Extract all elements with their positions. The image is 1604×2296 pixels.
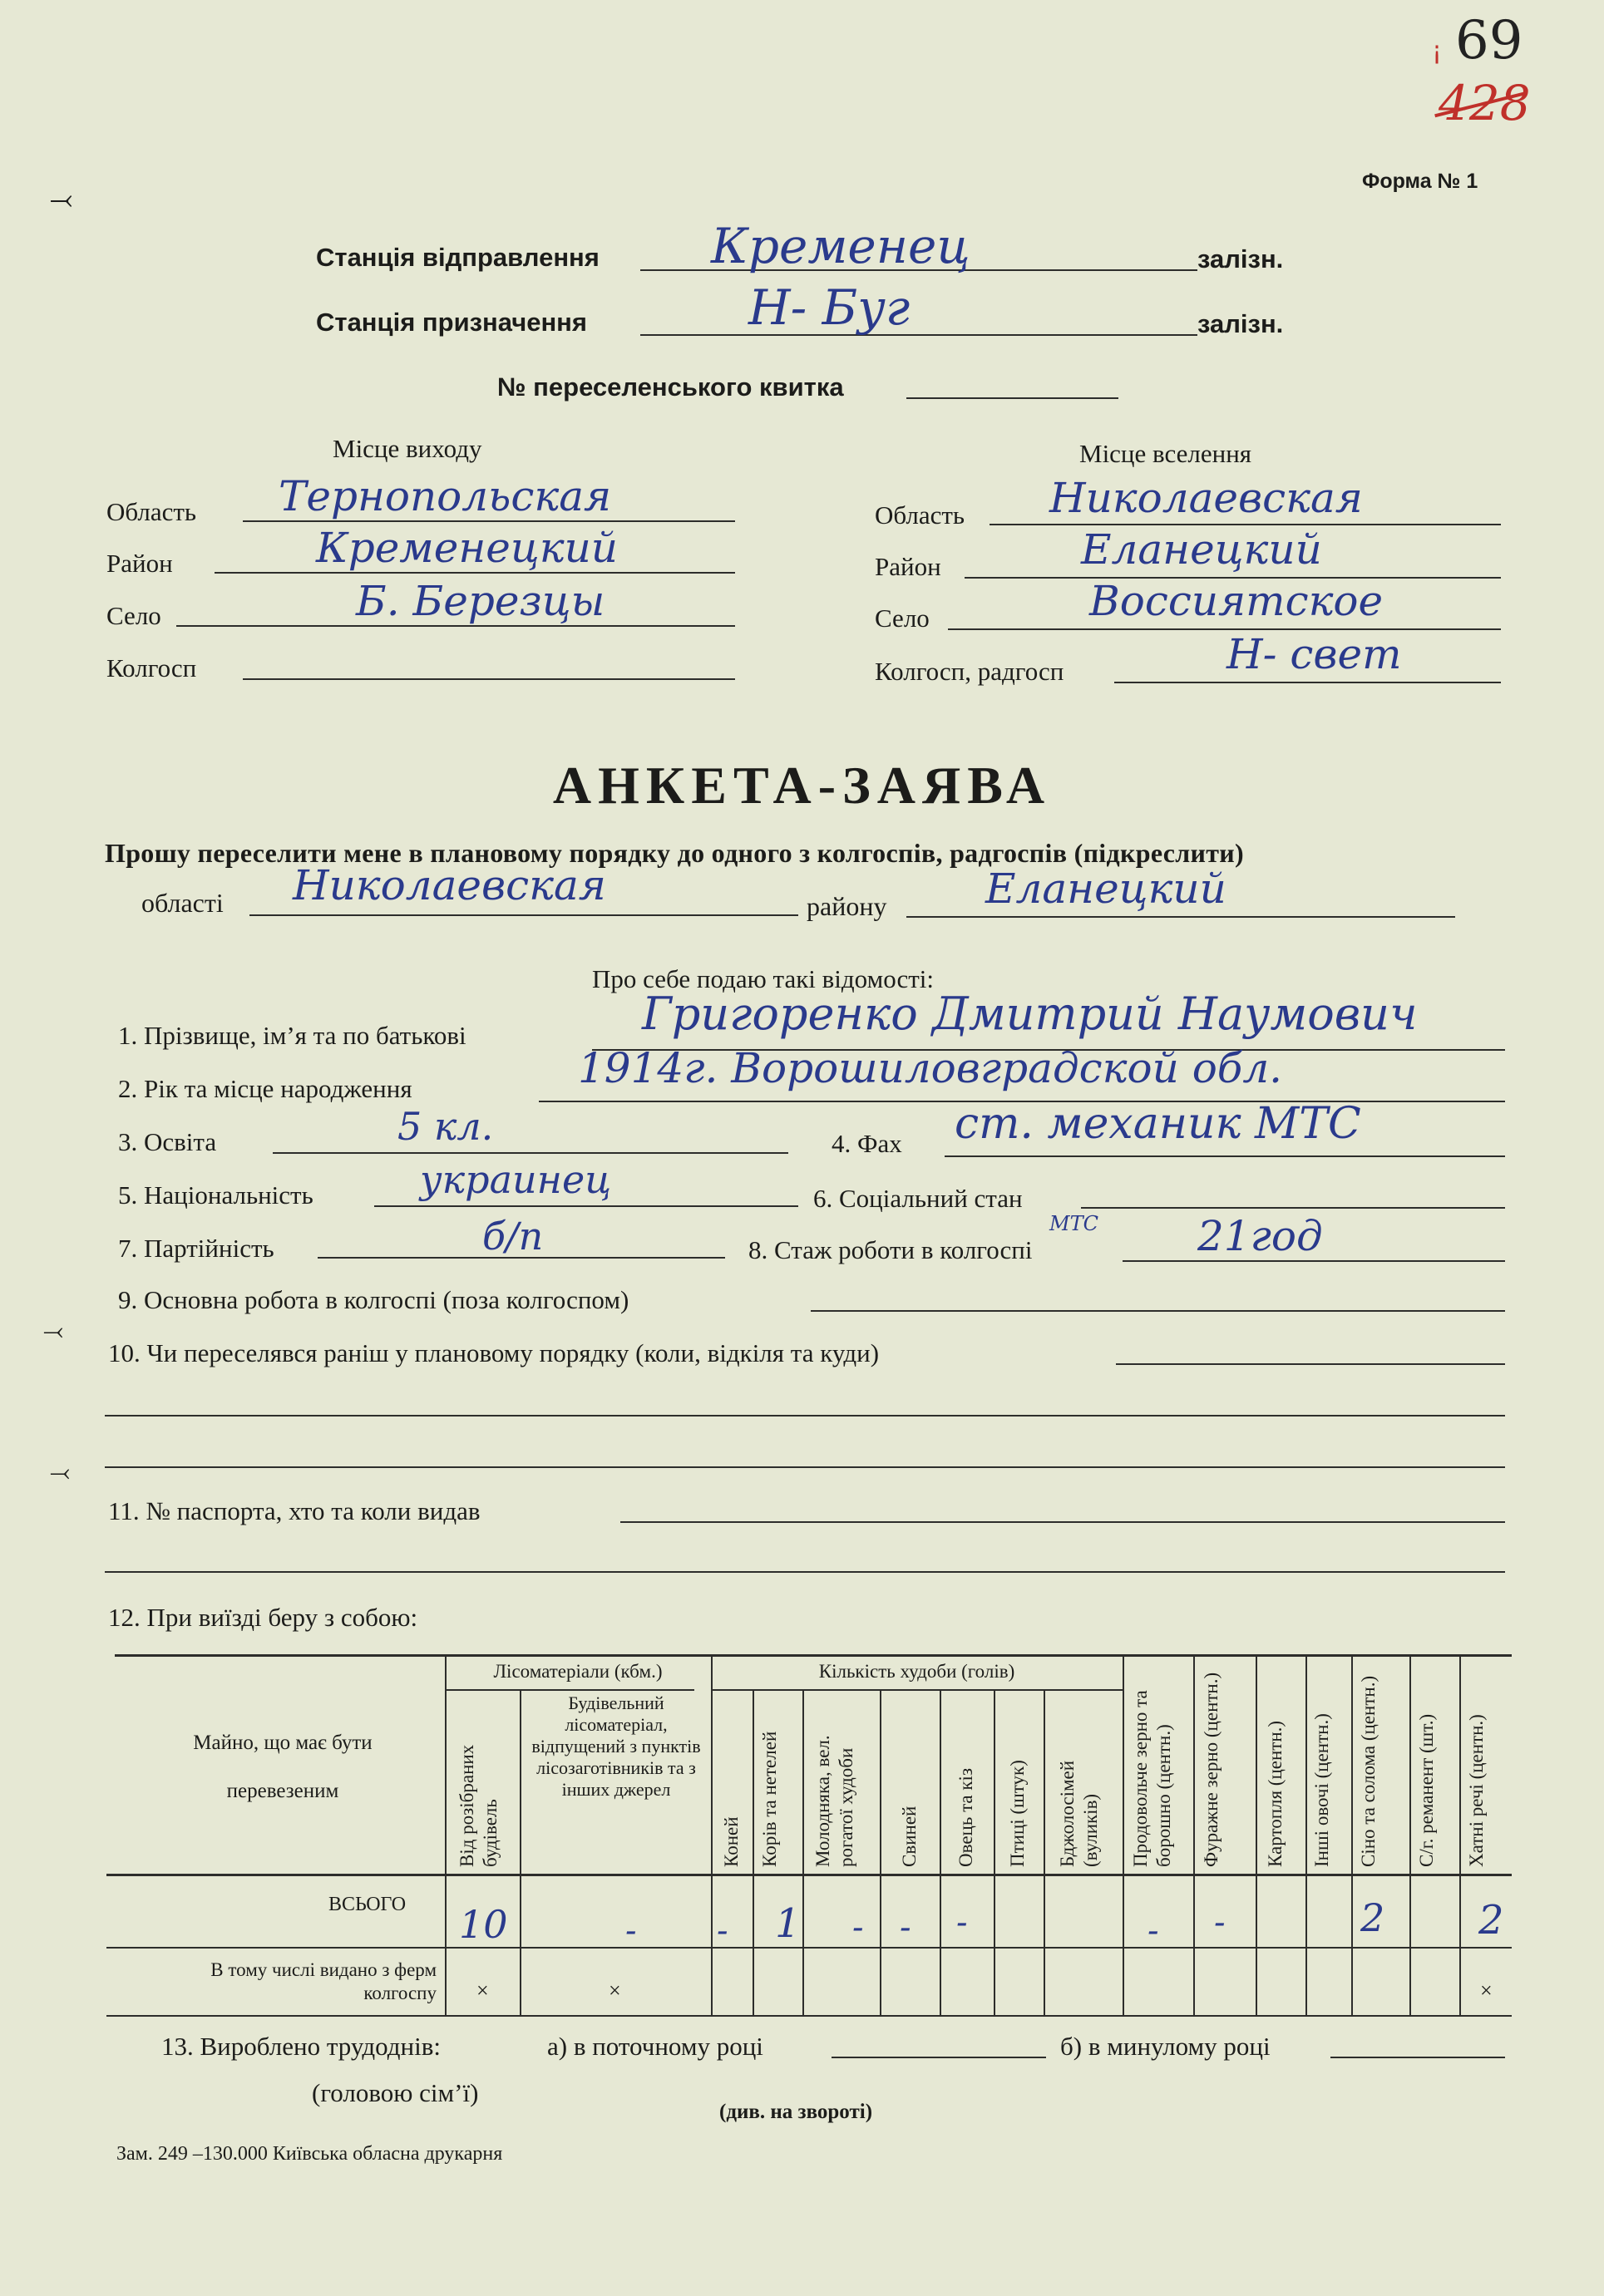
livestock-group-header: Кількість худоби (голів) xyxy=(818,1661,1015,1682)
punch-mark: ⤙ xyxy=(43,1318,63,1345)
col-potato-header: Картопля (центн.) xyxy=(1265,1720,1286,1867)
request-oblast-line xyxy=(249,914,798,916)
table-col-rule xyxy=(1044,1691,1045,2015)
col-hay-header: Сіно та солома (центн.) xyxy=(1358,1675,1379,1867)
field-1-value: Григоренко Дмитрий Наумович xyxy=(642,988,1418,1040)
request-raion-line xyxy=(906,916,1455,918)
dest-kolhosp-line xyxy=(1114,682,1501,683)
field-11-label: 11. № паспорта, хто та коли видав xyxy=(108,1496,481,1525)
origin-raion-value: Кременецкий xyxy=(316,524,619,572)
row-total-label: ВСЬОГО xyxy=(328,1894,407,1915)
table-col-rule xyxy=(520,1691,521,2015)
origin-oblast-value: Тернопольская xyxy=(279,472,612,520)
field-2-label: 2. Рік та місце народження xyxy=(118,1074,412,1103)
farm-cross: × xyxy=(1480,1978,1493,2003)
field-3-label: 3. Освіта xyxy=(118,1127,217,1156)
col-sheep-header: Овець та кіз xyxy=(955,1767,976,1867)
col-young-header: Молодняка, вел. рогатої худоби xyxy=(812,1735,856,1867)
field-9-line xyxy=(811,1310,1505,1312)
workdays-current-label: а) в поточному році xyxy=(547,2032,763,2061)
dest-raion-value: Еланецкий xyxy=(1081,525,1322,574)
archive-mark-i: ¡ xyxy=(1432,37,1443,66)
total-dismantled: 10 xyxy=(459,1902,508,1947)
table-col-rule xyxy=(1193,1654,1195,2015)
field-10-line xyxy=(1116,1363,1505,1365)
departure-station-label: Станція відправлення xyxy=(316,243,600,272)
ticket-line xyxy=(906,397,1118,399)
dest-kolhosp-label: Колгосп, радгосп xyxy=(875,657,1064,686)
total-horses: - xyxy=(717,1912,728,1950)
table-col-rule xyxy=(1459,1654,1461,2015)
origin-heading: Місце виходу xyxy=(333,434,482,463)
table-col-rule xyxy=(880,1691,881,2015)
col-pigs-header: Свиней xyxy=(899,1806,920,1867)
about-heading: Про себе подаю такі відомості: xyxy=(592,964,935,993)
col-building-header: Будівельний лісоматеріал, відпущений з пунктів лісозаготівників та з інших джерел xyxy=(531,1692,701,1800)
total-grain-food: - xyxy=(1147,1912,1159,1950)
total-cows: 1 xyxy=(775,1900,801,1947)
request-oblast-label: області xyxy=(141,888,224,918)
dest-raion-label: Район xyxy=(875,552,941,581)
request-oblast-value: Николаевская xyxy=(293,861,606,909)
col-horses-header: Коней xyxy=(721,1816,742,1867)
col-veg-header: Інші овочі (центн.) xyxy=(1311,1713,1332,1867)
col-grain-food-header: Продовольче зерно та борошно (центн.) xyxy=(1130,1690,1174,1867)
col-grain-feed-header: Фуражне зерно (центн.) xyxy=(1201,1672,1222,1867)
table-col-rule xyxy=(1409,1654,1411,2015)
workdays-previous-line xyxy=(1330,2057,1505,2058)
table-row-rule xyxy=(106,1947,1512,1949)
origin-raion-label: Район xyxy=(106,549,173,578)
table-col-rule xyxy=(711,1654,713,2015)
departure-railway-label: залізн. xyxy=(1197,244,1284,273)
field-8-value: 21год xyxy=(1197,1212,1323,1260)
farm-cross: × xyxy=(609,1978,621,2003)
table-col-rule xyxy=(1123,1654,1124,2015)
dest-selo-label: Село xyxy=(875,604,930,633)
table-bottom-rule xyxy=(106,2015,1512,2017)
total-sheep: - xyxy=(956,1904,968,1942)
form-number: Форма № 1 xyxy=(1362,170,1478,193)
table-col-rule xyxy=(994,1691,995,2015)
origin-oblast-line xyxy=(243,520,735,522)
table-col-rule xyxy=(802,1691,804,2015)
field-5-line xyxy=(374,1205,798,1207)
request-raion-value: Еланецкий xyxy=(985,865,1226,913)
workdays-current-line xyxy=(832,2057,1046,2058)
punch-mark: ⤙ xyxy=(50,1459,70,1486)
field-8-label: 8. Стаж роботи в колгоспі xyxy=(748,1235,1033,1264)
destination-station-label: Станція призначення xyxy=(316,308,587,337)
timber-group-rule xyxy=(445,1689,694,1691)
punch-mark: ⤙ xyxy=(50,185,73,215)
archive-old-number: 428 xyxy=(1439,75,1531,131)
dest-oblast-label: Область xyxy=(875,500,965,530)
ticket-label: № переселенського квитка xyxy=(497,372,844,402)
field-6-line xyxy=(1081,1207,1505,1209)
col-property-header: Майно, що має бути перевезеним xyxy=(193,1732,373,1802)
request-line: Прошу переселити мене в плановому порядку до одного з колгоспів, радгоспів (підкреслити) xyxy=(105,838,1244,868)
departure-station-value: Кременец xyxy=(711,218,970,274)
table-col-rule xyxy=(1351,1654,1353,2015)
col-cows-header: Корів та нетелей xyxy=(759,1731,780,1867)
destination-line xyxy=(640,334,1197,336)
destination-station-value: Н- Буг xyxy=(748,279,911,336)
table-col-rule xyxy=(1256,1654,1257,2015)
origin-raion-line xyxy=(215,572,735,574)
field-9-label: 9. Основна робота в колгоспі (поза колгоспом) xyxy=(118,1285,629,1314)
farm-cross: × xyxy=(476,1978,489,2003)
table-col-rule xyxy=(445,1654,447,2015)
origin-kolhosp-label: Колгосп xyxy=(106,653,197,682)
col-bees-header: Бджолосімей (вуликів) xyxy=(1057,1760,1101,1867)
field-10-line-3 xyxy=(105,1466,1505,1468)
total-household: 2 xyxy=(1478,1897,1504,1944)
workdays-label: 13. Вироблено трудоднів: xyxy=(161,2032,442,2061)
field-4-label: 4. Фах xyxy=(832,1129,902,1158)
field-10-label: 10. Чи переселявся раніш у плановому порядку (коли, відкіля та куди) xyxy=(108,1338,880,1367)
col-household-header: Хатні речі (центн.) xyxy=(1466,1714,1487,1867)
field-7-value: б/п xyxy=(482,1214,544,1259)
field-12-label: 12. При виїзді беру з собою: xyxy=(108,1603,418,1632)
total-grain-feed: - xyxy=(1214,1904,1226,1942)
field-8-line xyxy=(1123,1260,1505,1262)
livestock-group-rule xyxy=(711,1689,1123,1691)
col-tools-header: С/г. реманент (шт.) xyxy=(1416,1713,1437,1867)
workdays-previous-label: б) в минулому році xyxy=(1060,2032,1271,2061)
destination-heading: Місце вселення xyxy=(1079,439,1252,468)
destination-railway-label: залізн. xyxy=(1197,309,1284,338)
table-col-rule xyxy=(940,1691,941,2015)
table-header-rule xyxy=(106,1874,1512,1876)
dest-selo-line xyxy=(948,628,1501,630)
see-back-note: (див. на звороті) xyxy=(719,2101,873,2123)
total-pigs: - xyxy=(900,1909,911,1947)
field-10-line-2 xyxy=(105,1415,1505,1417)
col-birds-header: Птиці (штук) xyxy=(1007,1760,1028,1867)
field-1-label: 1. Прізвище, ім’я та по батькові xyxy=(118,1021,466,1050)
total-hay: 2 xyxy=(1360,1895,1385,1940)
field-5-label: 5. Національність xyxy=(118,1180,313,1210)
field-4-value: ст. механик МТС xyxy=(955,1099,1361,1149)
origin-selo-line xyxy=(176,625,735,627)
origin-oblast-label: Область xyxy=(106,497,197,526)
archive-page-number: 69 xyxy=(1455,10,1523,71)
field-3-value: 5 кл. xyxy=(397,1104,494,1149)
dest-selo-value: Воссиятское xyxy=(1089,577,1384,625)
origin-selo-value: Б. Березцы xyxy=(356,577,605,625)
timber-group-header: Лісоматеріали (кбм.) xyxy=(493,1661,663,1682)
field-2-value: 1914г. Ворошиловградской обл. xyxy=(578,1044,1283,1092)
field-3-line xyxy=(273,1152,788,1154)
field-4-line xyxy=(945,1155,1505,1157)
table-top-rule xyxy=(115,1654,1512,1657)
table-col-rule xyxy=(1305,1654,1307,2015)
field-8-note: МТС xyxy=(1049,1212,1098,1235)
dest-oblast-value: Николаевская xyxy=(1049,474,1363,522)
origin-kolhosp-line xyxy=(243,678,735,680)
dest-kolhosp-value: Н- свет xyxy=(1226,630,1402,678)
row-farm-label: В тому числі видано з ферм колгоспу xyxy=(210,1959,437,2003)
field-11-line-2 xyxy=(105,1571,1505,1573)
field-6-label: 6. Соціальний стан xyxy=(813,1184,1023,1213)
printer-imprint: Зам. 249 –130.000 Київська обласна друкарня xyxy=(116,2143,503,2165)
total-young: - xyxy=(852,1909,864,1947)
table-col-rule xyxy=(753,1691,754,2015)
field-11-line xyxy=(620,1521,1505,1523)
col-dismantled-header: Від розібраних будівель xyxy=(457,1744,501,1867)
document-title: АНКЕТА-ЗАЯВА xyxy=(552,756,1052,815)
field-7-label: 7. Партійність xyxy=(118,1234,274,1263)
request-raion-label: району xyxy=(807,891,887,921)
workdays-sub: (головою сім’ї) xyxy=(312,2078,479,2107)
origin-selo-label: Село xyxy=(106,601,161,630)
total-building: - xyxy=(625,1912,637,1950)
field-5-value: украинец xyxy=(420,1157,612,1202)
